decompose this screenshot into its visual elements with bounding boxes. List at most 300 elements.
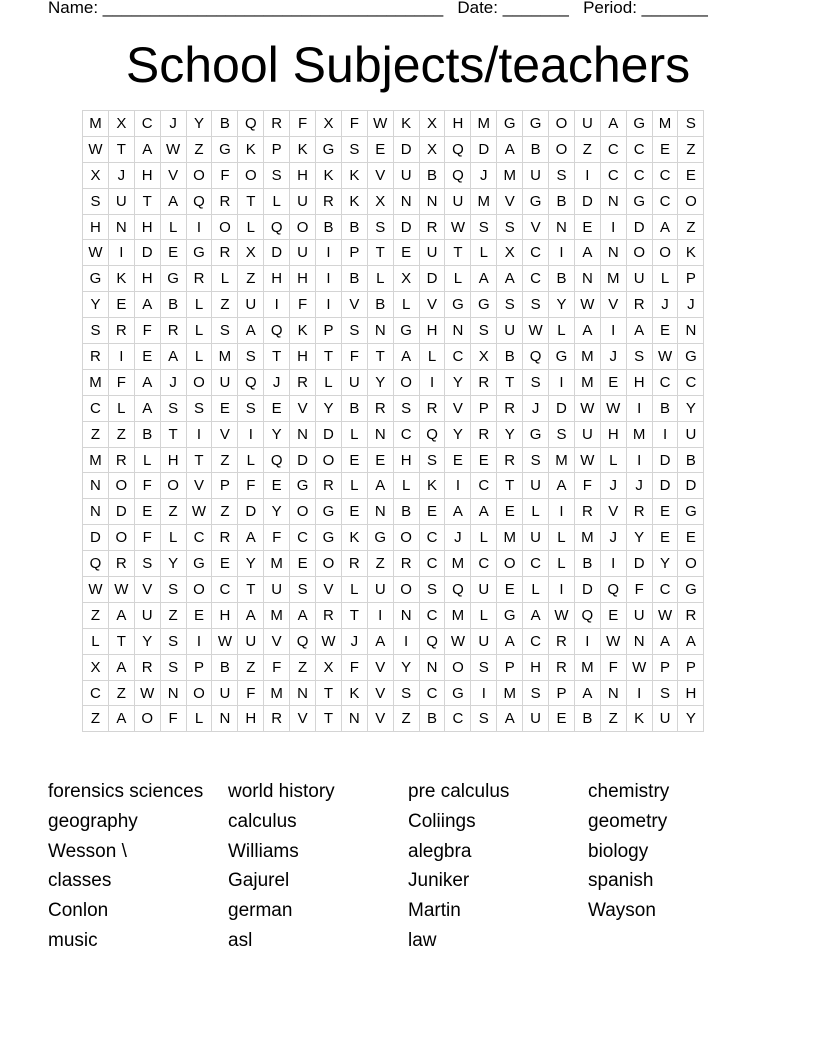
grid-cell: S [497, 215, 523, 241]
grid-cell: J [523, 396, 549, 422]
grid-cell: X [368, 189, 394, 215]
grid-cell: T [497, 473, 523, 499]
grid-cell: H [394, 448, 420, 474]
grid-cell: U [471, 577, 497, 603]
grid-cell: R [368, 396, 394, 422]
grid-cell: M [471, 111, 497, 137]
grid-cell: Y [83, 292, 109, 318]
grid-cell: E [342, 499, 368, 525]
grid-cell: Y [394, 655, 420, 681]
grid-cell: X [83, 655, 109, 681]
grid-cell: C [627, 137, 653, 163]
grid-cell: G [497, 603, 523, 629]
grid-cell: B [653, 396, 679, 422]
grid-cell: I [264, 292, 290, 318]
grid-cell: C [471, 551, 497, 577]
grid-cell: S [368, 215, 394, 241]
grid-cell: B [497, 344, 523, 370]
grid-cell: C [420, 681, 446, 707]
word-search-grid [82, 110, 704, 732]
grid-cell: V [264, 629, 290, 655]
grid-cell: E [575, 215, 601, 241]
grid-cell: P [549, 681, 575, 707]
grid-cell: N [368, 499, 394, 525]
grid-cell: J [678, 292, 704, 318]
grid-cell: S [187, 396, 213, 422]
grid-cell: N [394, 603, 420, 629]
grid-cell: N [601, 681, 627, 707]
grid-cell: V [368, 655, 394, 681]
grid-cell: V [187, 473, 213, 499]
grid-cell: V [445, 396, 471, 422]
grid-cell: F [212, 163, 238, 189]
grid-cell: L [161, 525, 187, 551]
grid-cell: F [290, 111, 316, 137]
grid-cell: R [316, 603, 342, 629]
grid-cell: I [601, 551, 627, 577]
grid-cell: O [445, 655, 471, 681]
word-list-item: pre calculus [408, 781, 510, 802]
grid-cell: G [187, 240, 213, 266]
grid-row [83, 396, 704, 422]
grid-cell: P [678, 266, 704, 292]
grid-cell: C [212, 577, 238, 603]
grid-cell: L [264, 189, 290, 215]
grid-cell: G [523, 111, 549, 137]
grid-cell: Q [264, 318, 290, 344]
grid-cell: U [290, 189, 316, 215]
grid-cell: A [549, 473, 575, 499]
grid-cell: N [368, 422, 394, 448]
grid-cell: K [290, 318, 316, 344]
grid-cell: C [653, 163, 679, 189]
grid-cell: S [212, 318, 238, 344]
grid-cell: I [316, 240, 342, 266]
grid-cell: M [264, 681, 290, 707]
grid-cell: G [83, 266, 109, 292]
grid-cell: E [653, 499, 679, 525]
grid-cell: F [264, 655, 290, 681]
grid-cell: W [523, 318, 549, 344]
grid-cell: M [575, 655, 601, 681]
grid-cell: M [601, 266, 627, 292]
grid-cell: M [212, 344, 238, 370]
grid-cell: S [523, 681, 549, 707]
grid-cell: U [445, 189, 471, 215]
grid-cell: S [653, 681, 679, 707]
grid-cell: R [575, 499, 601, 525]
grid-cell: C [83, 396, 109, 422]
grid-cell: S [420, 577, 446, 603]
grid-cell: A [161, 189, 187, 215]
grid-cell: N [601, 240, 627, 266]
grid-cell: D [549, 396, 575, 422]
grid-cell: D [678, 473, 704, 499]
grid-cell: E [549, 706, 575, 732]
grid-cell: E [678, 525, 704, 551]
grid-cell: F [627, 577, 653, 603]
grid-cell: T [316, 706, 342, 732]
grid-cell: N [575, 266, 601, 292]
grid-cell: N [549, 215, 575, 241]
grid-cell: J [627, 473, 653, 499]
grid-cell: S [238, 396, 264, 422]
grid-cell: C [523, 266, 549, 292]
grid-cell: Z [678, 137, 704, 163]
grid-cell: G [212, 137, 238, 163]
grid-cell: A [238, 525, 264, 551]
grid-cell: W [135, 681, 161, 707]
grid-cell: N [627, 629, 653, 655]
period-field-label: Period: _______ [583, 0, 708, 17]
grid-cell: L [549, 525, 575, 551]
grid-cell: U [627, 266, 653, 292]
grid-cell: B [575, 706, 601, 732]
grid-cell: C [471, 473, 497, 499]
grid-cell: E [678, 163, 704, 189]
grid-cell: W [549, 603, 575, 629]
grid-cell: N [83, 499, 109, 525]
grid-cell: O [290, 215, 316, 241]
grid-cell: R [187, 266, 213, 292]
grid-cell: R [264, 706, 290, 732]
grid-cell: L [187, 344, 213, 370]
grid-cell: M [445, 603, 471, 629]
grid-cell: S [83, 318, 109, 344]
grid-cell: A [471, 499, 497, 525]
grid-cell: S [342, 137, 368, 163]
grid-cell: O [212, 215, 238, 241]
grid-cell: Y [627, 525, 653, 551]
grid-cell: L [342, 422, 368, 448]
grid-cell: G [290, 473, 316, 499]
grid-cell: S [627, 344, 653, 370]
grid-cell: X [471, 344, 497, 370]
grid-cell: T [368, 240, 394, 266]
grid-cell: A [135, 396, 161, 422]
grid-cell: B [575, 551, 601, 577]
grid-row [83, 137, 704, 163]
grid-cell: G [368, 525, 394, 551]
grid-cell: L [523, 499, 549, 525]
grid-cell: X [238, 240, 264, 266]
grid-cell: S [135, 551, 161, 577]
grid-cell: Q [601, 577, 627, 603]
grid-row [83, 318, 704, 344]
grid-cell: T [187, 448, 213, 474]
word-list-item: Juniker [408, 870, 470, 892]
grid-cell: E [497, 499, 523, 525]
grid-cell: C [135, 111, 161, 137]
grid-cell: J [601, 473, 627, 499]
grid-cell: S [238, 344, 264, 370]
grid-cell: O [627, 240, 653, 266]
grid-cell: E [394, 240, 420, 266]
grid-cell: M [575, 344, 601, 370]
word-list-item: law [408, 929, 437, 951]
word-list-item: classes [48, 870, 112, 892]
grid-cell: R [678, 603, 704, 629]
grid-cell: O [109, 525, 135, 551]
grid-cell: G [523, 422, 549, 448]
grid-cell: S [549, 163, 575, 189]
grid-row [83, 292, 704, 318]
grid-cell: D [238, 499, 264, 525]
grid-cell: N [420, 189, 446, 215]
grid-cell: E [290, 551, 316, 577]
grid-cell: I [368, 603, 394, 629]
grid-cell: H [212, 603, 238, 629]
word-list-item: Williams [228, 840, 299, 862]
grid-cell: U [290, 240, 316, 266]
grid-cell: Z [290, 655, 316, 681]
grid-cell: A [368, 473, 394, 499]
grid-cell: Q [523, 344, 549, 370]
grid-cell: B [523, 137, 549, 163]
grid-cell: W [368, 111, 394, 137]
grid-cell: Q [445, 163, 471, 189]
grid-cell: R [497, 396, 523, 422]
grid-cell: I [109, 240, 135, 266]
grid-cell: C [290, 525, 316, 551]
grid-cell: D [653, 448, 679, 474]
grid-cell: P [653, 655, 679, 681]
grid-cell: X [420, 111, 446, 137]
grid-cell: X [83, 163, 109, 189]
grid-cell: M [471, 189, 497, 215]
grid-cell: L [187, 706, 213, 732]
grid-cell: E [264, 396, 290, 422]
grid-cell: I [549, 240, 575, 266]
grid-cell: K [627, 706, 653, 732]
grid-cell: B [212, 111, 238, 137]
grid-cell: M [83, 448, 109, 474]
grid-cell: A [627, 318, 653, 344]
grid-cell: R [497, 448, 523, 474]
grid-cell: U [471, 629, 497, 655]
word-list-item: geometry [588, 810, 668, 832]
grid-cell: L [109, 396, 135, 422]
grid-cell: T [445, 240, 471, 266]
grid-cell: F [109, 370, 135, 396]
grid-cell: Z [83, 422, 109, 448]
grid-cell: S [161, 629, 187, 655]
grid-cell: W [161, 137, 187, 163]
grid-cell: K [316, 163, 342, 189]
grid-cell: U [368, 577, 394, 603]
grid-cell: I [601, 318, 627, 344]
grid-cell: G [678, 344, 704, 370]
grid-cell: T [161, 422, 187, 448]
grid-cell: V [368, 706, 394, 732]
grid-cell: R [471, 370, 497, 396]
grid-cell: S [342, 318, 368, 344]
grid-cell: U [238, 629, 264, 655]
grid-cell: G [678, 577, 704, 603]
grid-cell: W [109, 577, 135, 603]
grid-cell: Y [445, 370, 471, 396]
grid-cell: K [678, 240, 704, 266]
grid-row [83, 473, 704, 499]
grid-cell: D [264, 240, 290, 266]
grid-cell: J [653, 292, 679, 318]
grid-cell: Q [575, 603, 601, 629]
grid-cell: B [678, 448, 704, 474]
grid-cell: V [368, 681, 394, 707]
word-list-item: Gajurel [228, 870, 290, 892]
grid-cell: A [575, 681, 601, 707]
grid-row [83, 603, 704, 629]
grid-cell: Q [264, 215, 290, 241]
grid-cell: Q [445, 577, 471, 603]
grid-cell: N [678, 318, 704, 344]
grid-cell: A [497, 266, 523, 292]
grid-cell: G [523, 189, 549, 215]
grid-cell: R [212, 240, 238, 266]
grid-cell: Z [212, 448, 238, 474]
grid-cell: H [627, 370, 653, 396]
grid-cell: U [394, 163, 420, 189]
grid-cell: C [445, 706, 471, 732]
grid-cell: E [497, 577, 523, 603]
grid-cell: W [653, 344, 679, 370]
word-list-item: german [228, 900, 293, 922]
grid-cell: C [420, 603, 446, 629]
grid-cell: B [342, 266, 368, 292]
grid-cell: W [187, 499, 213, 525]
grid-cell: I [627, 681, 653, 707]
grid-cell: P [264, 137, 290, 163]
grid-cell: D [471, 137, 497, 163]
grid-cell: Y [368, 370, 394, 396]
grid-cell: S [471, 706, 497, 732]
grid-cell: A [523, 603, 549, 629]
grid-cell: K [342, 681, 368, 707]
grid-cell: H [290, 163, 316, 189]
grid-cell: A [238, 603, 264, 629]
grid-cell: Z [394, 706, 420, 732]
grid-cell: B [368, 292, 394, 318]
grid-cell: H [290, 344, 316, 370]
grid-cell: I [575, 163, 601, 189]
grid-cell: S [264, 163, 290, 189]
grid-cell: H [420, 318, 446, 344]
grid-row [83, 266, 704, 292]
grid-cell: W [83, 137, 109, 163]
word-list-item: biology [588, 840, 649, 862]
grid-cell: U [212, 681, 238, 707]
grid-cell: R [549, 629, 575, 655]
grid-cell: O [109, 473, 135, 499]
word-list-item: Coliings [408, 810, 476, 832]
grid-cell: H [523, 655, 549, 681]
grid-cell: R [83, 344, 109, 370]
grid-cell: H [161, 448, 187, 474]
grid-cell: U [109, 189, 135, 215]
grid-cell: Q [83, 551, 109, 577]
grid-cell: D [394, 215, 420, 241]
grid-cell: A [368, 629, 394, 655]
grid-cell: W [601, 629, 627, 655]
grid-cell: A [678, 629, 704, 655]
grid-cell: U [212, 370, 238, 396]
grid-cell: G [471, 292, 497, 318]
name-field-label: Name: ____________________________________ [48, 0, 444, 17]
grid-cell: V [342, 292, 368, 318]
grid-cell: E [161, 240, 187, 266]
grid-cell: M [497, 681, 523, 707]
grid-cell: L [471, 603, 497, 629]
grid-cell: K [342, 189, 368, 215]
grid-cell: O [678, 551, 704, 577]
grid-cell: O [161, 473, 187, 499]
grid-cell: V [135, 577, 161, 603]
grid-cell: N [212, 706, 238, 732]
grid-cell: V [290, 706, 316, 732]
grid-cell: Q [445, 137, 471, 163]
grid-cell: L [187, 318, 213, 344]
grid-cell: A [575, 318, 601, 344]
grid-cell: E [653, 318, 679, 344]
grid-cell: Z [678, 215, 704, 241]
grid-cell: R [627, 292, 653, 318]
grid-cell: E [264, 473, 290, 499]
grid-cell: E [653, 137, 679, 163]
grid-cell: M [83, 370, 109, 396]
grid-cell: D [109, 499, 135, 525]
grid-cell: H [135, 163, 161, 189]
grid-cell: K [394, 111, 420, 137]
grid-cell: Y [445, 422, 471, 448]
grid-cell: S [523, 370, 549, 396]
grid-cell: T [264, 344, 290, 370]
grid-cell: I [187, 215, 213, 241]
grid-cell: C [523, 240, 549, 266]
grid-cell: R [471, 422, 497, 448]
grid-cell: Z [83, 706, 109, 732]
grid-cell: Q [420, 422, 446, 448]
grid-cell: S [161, 655, 187, 681]
grid-cell: Q [187, 189, 213, 215]
grid-cell: C [420, 525, 446, 551]
grid-cell: S [83, 189, 109, 215]
grid-cell: L [238, 448, 264, 474]
grid-cell: S [290, 577, 316, 603]
grid-cell: A [394, 344, 420, 370]
grid-cell: E [135, 344, 161, 370]
grid-cell: E [471, 448, 497, 474]
grid-cell: E [445, 448, 471, 474]
grid-cell: S [471, 215, 497, 241]
grid-cell: V [316, 577, 342, 603]
grid-cell: A [135, 370, 161, 396]
grid-cell: G [187, 551, 213, 577]
grid-cell: Z [238, 655, 264, 681]
grid-cell: Y [264, 499, 290, 525]
grid-cell: Z [238, 266, 264, 292]
grid-cell: H [678, 681, 704, 707]
grid-cell: B [161, 292, 187, 318]
grid-cell: I [316, 266, 342, 292]
grid-cell: K [342, 163, 368, 189]
grid-cell: Z [212, 499, 238, 525]
grid-cell: A [445, 499, 471, 525]
grid-cell: W [575, 292, 601, 318]
word-list-item: Conlon [48, 900, 109, 922]
grid-cell: S [497, 292, 523, 318]
grid-cell: N [109, 215, 135, 241]
grid-cell: L [368, 266, 394, 292]
